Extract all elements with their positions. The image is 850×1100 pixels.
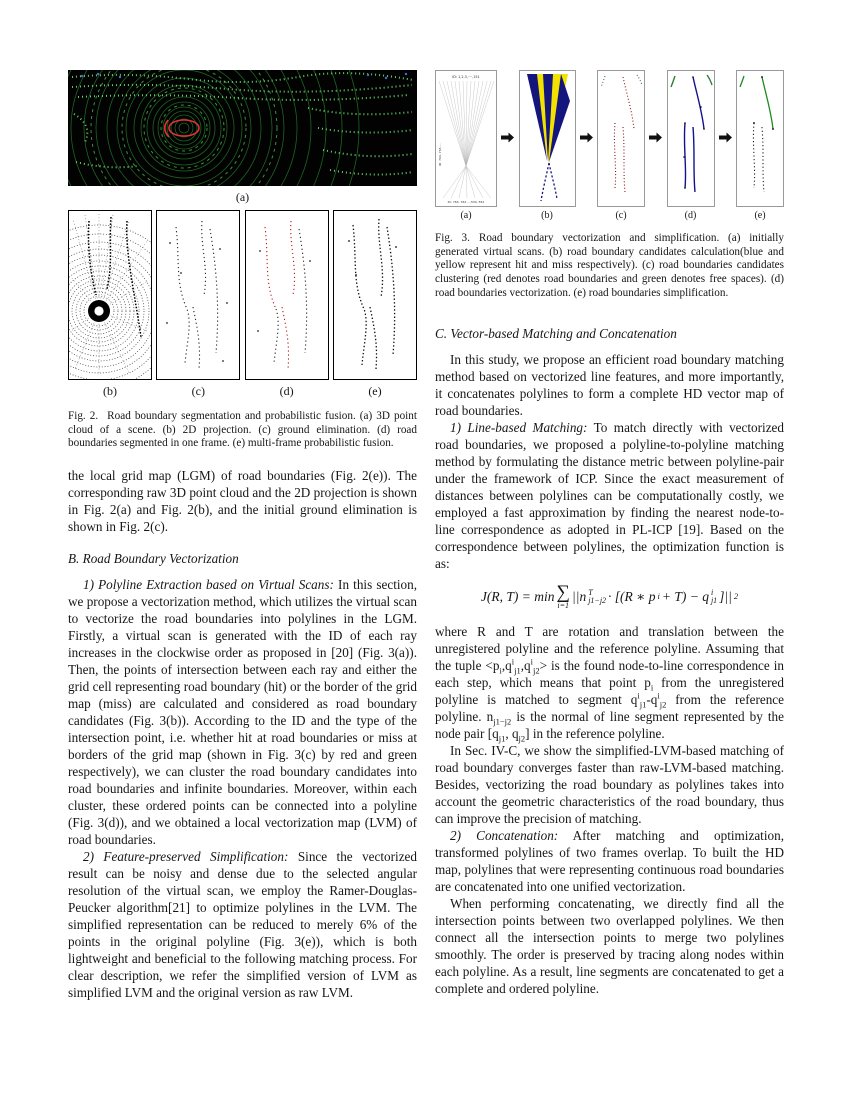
arrow-right-icon [719, 130, 732, 148]
fig2-projection-plot [69, 211, 151, 379]
fig2-label-b: (b) [103, 384, 117, 398]
fig3-panel-d [667, 70, 715, 207]
paragraph-concatenation [435, 827, 784, 895]
right-body [435, 325, 784, 997]
fig2-panel-e [333, 210, 417, 380]
fig3-caption-tag: Fig. 3. [435, 232, 470, 244]
fig2-label-a: (a) [235, 190, 250, 204]
fig2-panel-c [156, 210, 240, 380]
fig2-item-b [68, 210, 152, 399]
optimization-equation: J(R, T) = min ∑ i=1 ||n T j1−j2 · [(R ∗ p i + T) − q i j1 ]|| 2 [480, 581, 739, 610]
fig2-label-e: (e) [368, 384, 382, 398]
figure-3 [435, 70, 784, 301]
fig3-panel-c [597, 70, 645, 207]
paragraph-polyline-extraction-text: In this section, we propose a vectorization method, which utilizes the virtual scan to vectorize the road boundaries into polylines in the LGM. Firstly, a virtual scan is generated with the ID of each ray increases in the clockwise order as proposed in [20] (Fig. 3(a)). Then, the points of intersection between each ray and either the grid cell representing road boundary (hit) or the border of the grid map (miss) are calculated and considered as road boundary candidates (Fig. 3(b)). According to the ID and the type of the intersection point, i.e. whether hit at road boundaries or miss at borders of the grid map (shown in Fig. 3(c) by red and green respectively), we can cluster the road boundary candidates into road boundaries and infinite boundaries. Moreover, within each cluster, these ordered points can be connected into a polyline (Fig. 3(d)), and we obtained a local vectorization map (LVM) of road boundaries. [68, 577, 418, 848]
fig2-caption-text: Road boundary segmentation and probabilistic fusion. (a) 3D point cloud of a scene. (b) 2D projection. (c) ground elimination. (d) road boundaries segmented in one frame. (e) multi-frame probabilistic fusion. [68, 410, 417, 450]
fig3-clustering-plot [598, 71, 644, 206]
paragraph-polyline-extraction-lead: 1) Polyline Extraction based on Virtual Scans: [83, 577, 334, 593]
fig3-label-a: (a) [460, 210, 472, 221]
section-b-heading: B. Road Boundary Vectorization [68, 551, 239, 567]
fig3-label-d: (d) [684, 210, 697, 221]
fig3-panel-e [736, 70, 784, 207]
fig2-item-d [245, 210, 329, 399]
fig2-item-c [156, 210, 240, 399]
fig2-fusion-plot [334, 211, 416, 379]
paragraph-where-definitions: where R and T are rotation and translation between the unregistered polyline and the reference polyline. Assuming that the tuple $<p_i,q^i_{j1},q^i_{j2}>$ is the found node-to-line correspondence in each step, which means that point $p_i$ from the unregistered polyline is matched to segment $q^i_{j1}-q^i_{j2}$ from the reference polyline. $n_{j1-j2}$ is the normal of line segment represented by the node pair [$q_{j1}$, $q_{j2}$] in the reference polyline. [435, 623, 785, 744]
paragraph-concatenation-text: After matching and optimization, transformed polylines of two frames overlap. To built the HD map, polylines that were representing continuous road boundaries are concatenated into one unified vectorization. [435, 827, 784, 894]
fig3-virtual-scans-plot [436, 71, 496, 206]
equation-norm-close: ]|| [719, 588, 732, 604]
fig2-panel-d [245, 210, 329, 380]
equation-lhs: J(R, T) = min [480, 588, 555, 604]
fig2-item-e [333, 210, 417, 399]
fig2-segmented-boundaries-plot [246, 211, 328, 379]
fig2-caption [68, 410, 417, 451]
fig3-label-e: (e) [754, 210, 766, 221]
arrow-right-icon [501, 130, 514, 148]
fig3-item-e [736, 70, 784, 221]
paragraph-line-based-matching [435, 419, 784, 572]
fig3-simplification-plot [737, 71, 783, 206]
fig2-pointcloud-3d [68, 70, 417, 186]
paragraph-line-based-matching-lead: 1) Line-based Matching: [450, 419, 588, 435]
arrow-right-icon [580, 130, 593, 148]
left-body [68, 467, 417, 1001]
fig3-panels [435, 70, 784, 221]
fig3-item-b [519, 70, 576, 221]
fig3-item-d [667, 70, 715, 221]
fig3-item-a [435, 70, 497, 221]
equation-norm-open: ||n [572, 588, 587, 604]
left-column [68, 70, 417, 1001]
equation-n-scripts: T j1−j2 [588, 588, 607, 606]
fig3-scan-id-left-label: ID: 764, 765,···· [438, 142, 442, 166]
paragraph-sec-ivc: In Sec. IV-C, we show the simplified-LVM-based matching of road boundary converges faster than raw-LVM-based matching. Besides, vectorizing the road boundary as polylines takes into account the geometric characteristics of the road boundary, thus can improve the precision of matching. [435, 742, 784, 826]
equation-dot-open: · [(R ∗ p [608, 588, 656, 604]
fig3-scan-id-bottom-label: ID: 763, 762····,534, 552 [447, 200, 485, 204]
fig3-caption-text: Road boundary vectorization and simplification. (a) initially generated virtual scans. (b) road boundary candidates calculation(blue and yellow represent hit and miss respectively). (c) road boundaries candidates clustering (red denotes road boundaries and green denotes free spaces). (d) road boundaries vectorization. (e) road boundaries simplification. [435, 232, 784, 299]
section-c-heading: C. Vector-based Matching and Concatenation [435, 325, 677, 341]
paragraph-line-based-matching-text: To match directly with vectorized road boundaries, we proposed a polyline-to-polyline matching method by formulating the distance metric between polyline-pair under the framework of ICP. Since the exact measurement of distances between polylines can be computationally costly, we employed a fast approximation by finding the nearest node-to-line correspondence as adopted in PL-ICP [19]. Based on the correspondence between polylines, the optimization function is as: [435, 419, 785, 571]
fig2-ground-elimination-plot [157, 211, 239, 379]
paragraph-lgm-continuation: the local grid map (LGM) of road boundaries (Fig. 2(e)). The corresponding raw 3D point cloud and the 2D projection is shown in Fig. 2(a) and Fig. 2(b), and the initial ground elimination is shown in Fig. 2(c). [68, 468, 417, 535]
fig2-panels [68, 210, 417, 399]
fig3-label-c: (c) [615, 210, 627, 221]
fig3-item-c [597, 70, 645, 221]
paragraph-polyline-extraction [68, 576, 417, 848]
paragraph-simplification [68, 848, 417, 1001]
fig3-panel-b [519, 70, 576, 207]
equation-plus-t: + T) − q [661, 588, 709, 604]
fig3-caption [435, 232, 784, 301]
fig2-image-a [68, 70, 417, 186]
fig3-vectorization-plot [668, 71, 714, 206]
paragraph-concatenation-lead: 2) Concatenation: [450, 827, 559, 843]
fig3-label-b: (b) [541, 210, 553, 221]
paragraph-when-performing: When performing concatenating, we directly find all the intersection points between two overlapped polylines. We then connect all the intersection points to merge two polylines smoothly. The order is preserved by tracing along nodes within each polyline. As a result, line segments are concatenated to get a complete and ordered polyline. [435, 895, 784, 996]
right-column [435, 70, 784, 1001]
sigma-sum-symbol: ∑ i=1 [556, 581, 571, 610]
fig3-panel-a [435, 70, 497, 207]
fig3-candidates-plot [520, 71, 575, 206]
fig3-scan-id-top-label: ID: 1,2,3,····,151 [452, 75, 480, 79]
figure-2 [68, 70, 417, 451]
fig2-label-c: (c) [191, 384, 205, 398]
fig2-caption-tag: Fig. 2. [68, 410, 99, 422]
arrow-right-icon [649, 130, 662, 148]
fig2-label-d: (d) [279, 384, 294, 398]
equation-q-scripts: i j1 [710, 588, 718, 606]
fig2-panel-b [68, 210, 152, 380]
paragraph-simplification-text: Since the vectorized result can be noisy and dense due to the selected angular resolution of the virtual scan, we employ the Ramer-Douglas-Peucker algorithm[21] to optimize polylines in the LVM. The simplified representation can be reduced to merely 6% of the points in the original polyline (Fig. 3(e)), which is both lightweight and beneficial to the following matching process. For clear description, we refer the simplified version of LVM as simplified LVM and the original version as raw LVM. [68, 849, 418, 1001]
paragraph-simplification-lead: 2) Feature-preserved Simplification: [83, 849, 289, 865]
paragraph-intro-matching: In this study, we propose an efficient road boundary matching method based on vectorized line features, and more importantly, it concatenates polylines to form a complete HD vector map of road boundaries. [435, 351, 784, 418]
